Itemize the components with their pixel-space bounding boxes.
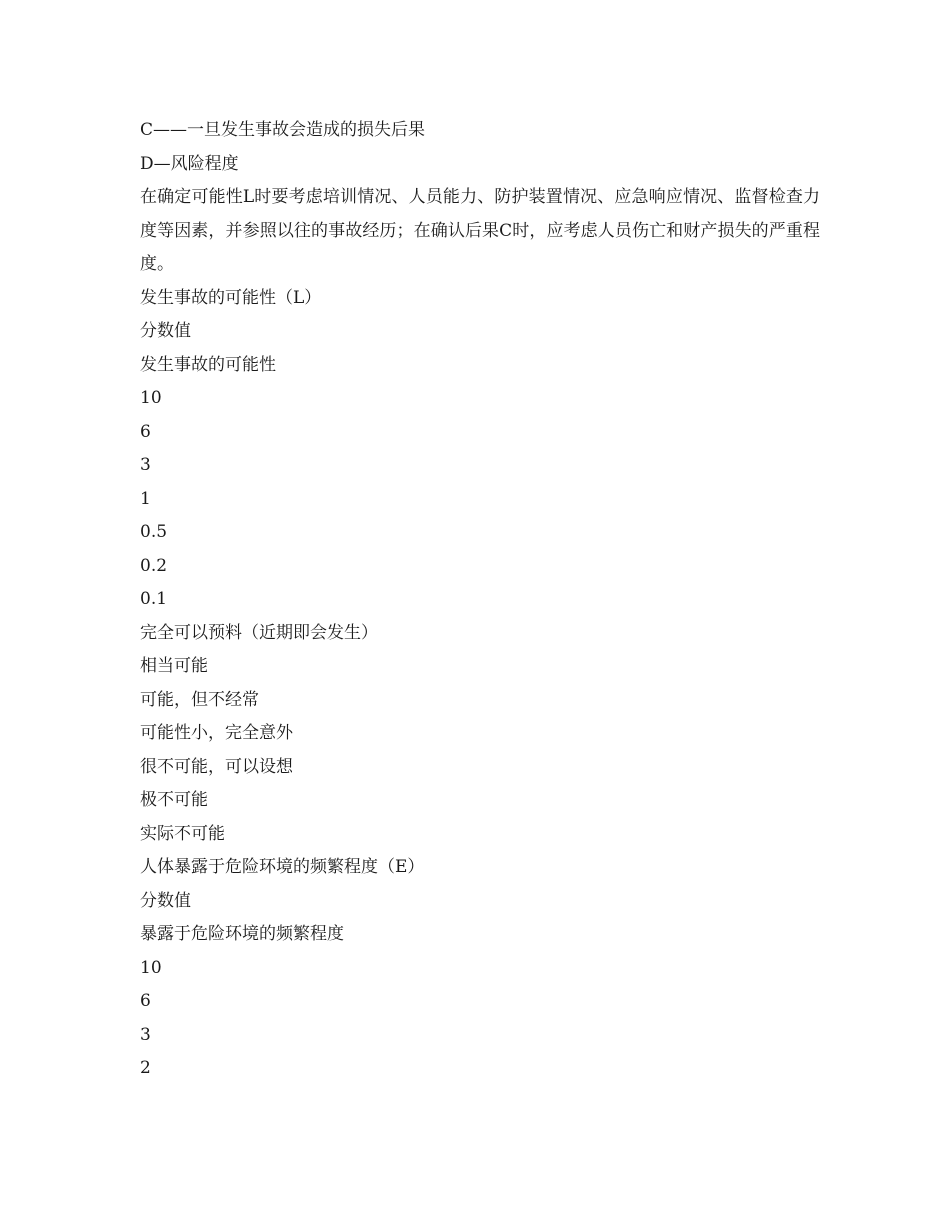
likelihood-description: 可能，但不经常 (140, 689, 259, 710)
score-value: 10 (140, 388, 162, 408)
likelihood-description: 极不可能 (140, 790, 208, 810)
likelihood-description: 可能性小，完全意外 (140, 723, 293, 743)
score-value: 3 (140, 1024, 151, 1045)
score-value: 0.1 (140, 589, 168, 609)
column-header: 发生事故的可能性 (140, 354, 276, 375)
section-heading: 发生事故的可能性（L） (140, 287, 322, 308)
likelihood-description: 很不可能，可以设想 (140, 756, 293, 777)
score-value: 6 (140, 421, 151, 442)
score-value: 2 (140, 1058, 151, 1078)
likelihood-description: 实际不可能 (140, 823, 225, 844)
text-line: C——一旦发生事故会造成的损失后果 (140, 120, 426, 140)
score-value: 10 (140, 957, 162, 978)
column-header: 分数值 (140, 321, 191, 341)
column-header: 分数值 (140, 890, 191, 911)
score-value: 0.5 (140, 522, 168, 542)
likelihood-description: 完全可以预料（近期即会发生） (140, 622, 378, 643)
text-line: D—风险程度 (140, 153, 239, 174)
score-value: 3 (140, 455, 151, 475)
score-value: 1 (140, 488, 151, 509)
score-value: 6 (140, 991, 151, 1011)
section-heading: 人体暴露于危险环境的频繁程度（E） (140, 857, 425, 877)
column-header: 暴露于危险环境的频繁程度 (140, 924, 344, 944)
score-value: 0.2 (140, 555, 168, 576)
likelihood-description: 相当可能 (140, 656, 208, 676)
document-body (140, 114, 820, 1086)
paragraph: 在确定可能性L时要考虑培训情况、人员能力、防护装置情况、应急响应情况、监督检查力度等因素，并参照以往的事故经历；在确认后果C时，应考虑人员伤亡和财产损失的严重程度。 (140, 187, 820, 274)
